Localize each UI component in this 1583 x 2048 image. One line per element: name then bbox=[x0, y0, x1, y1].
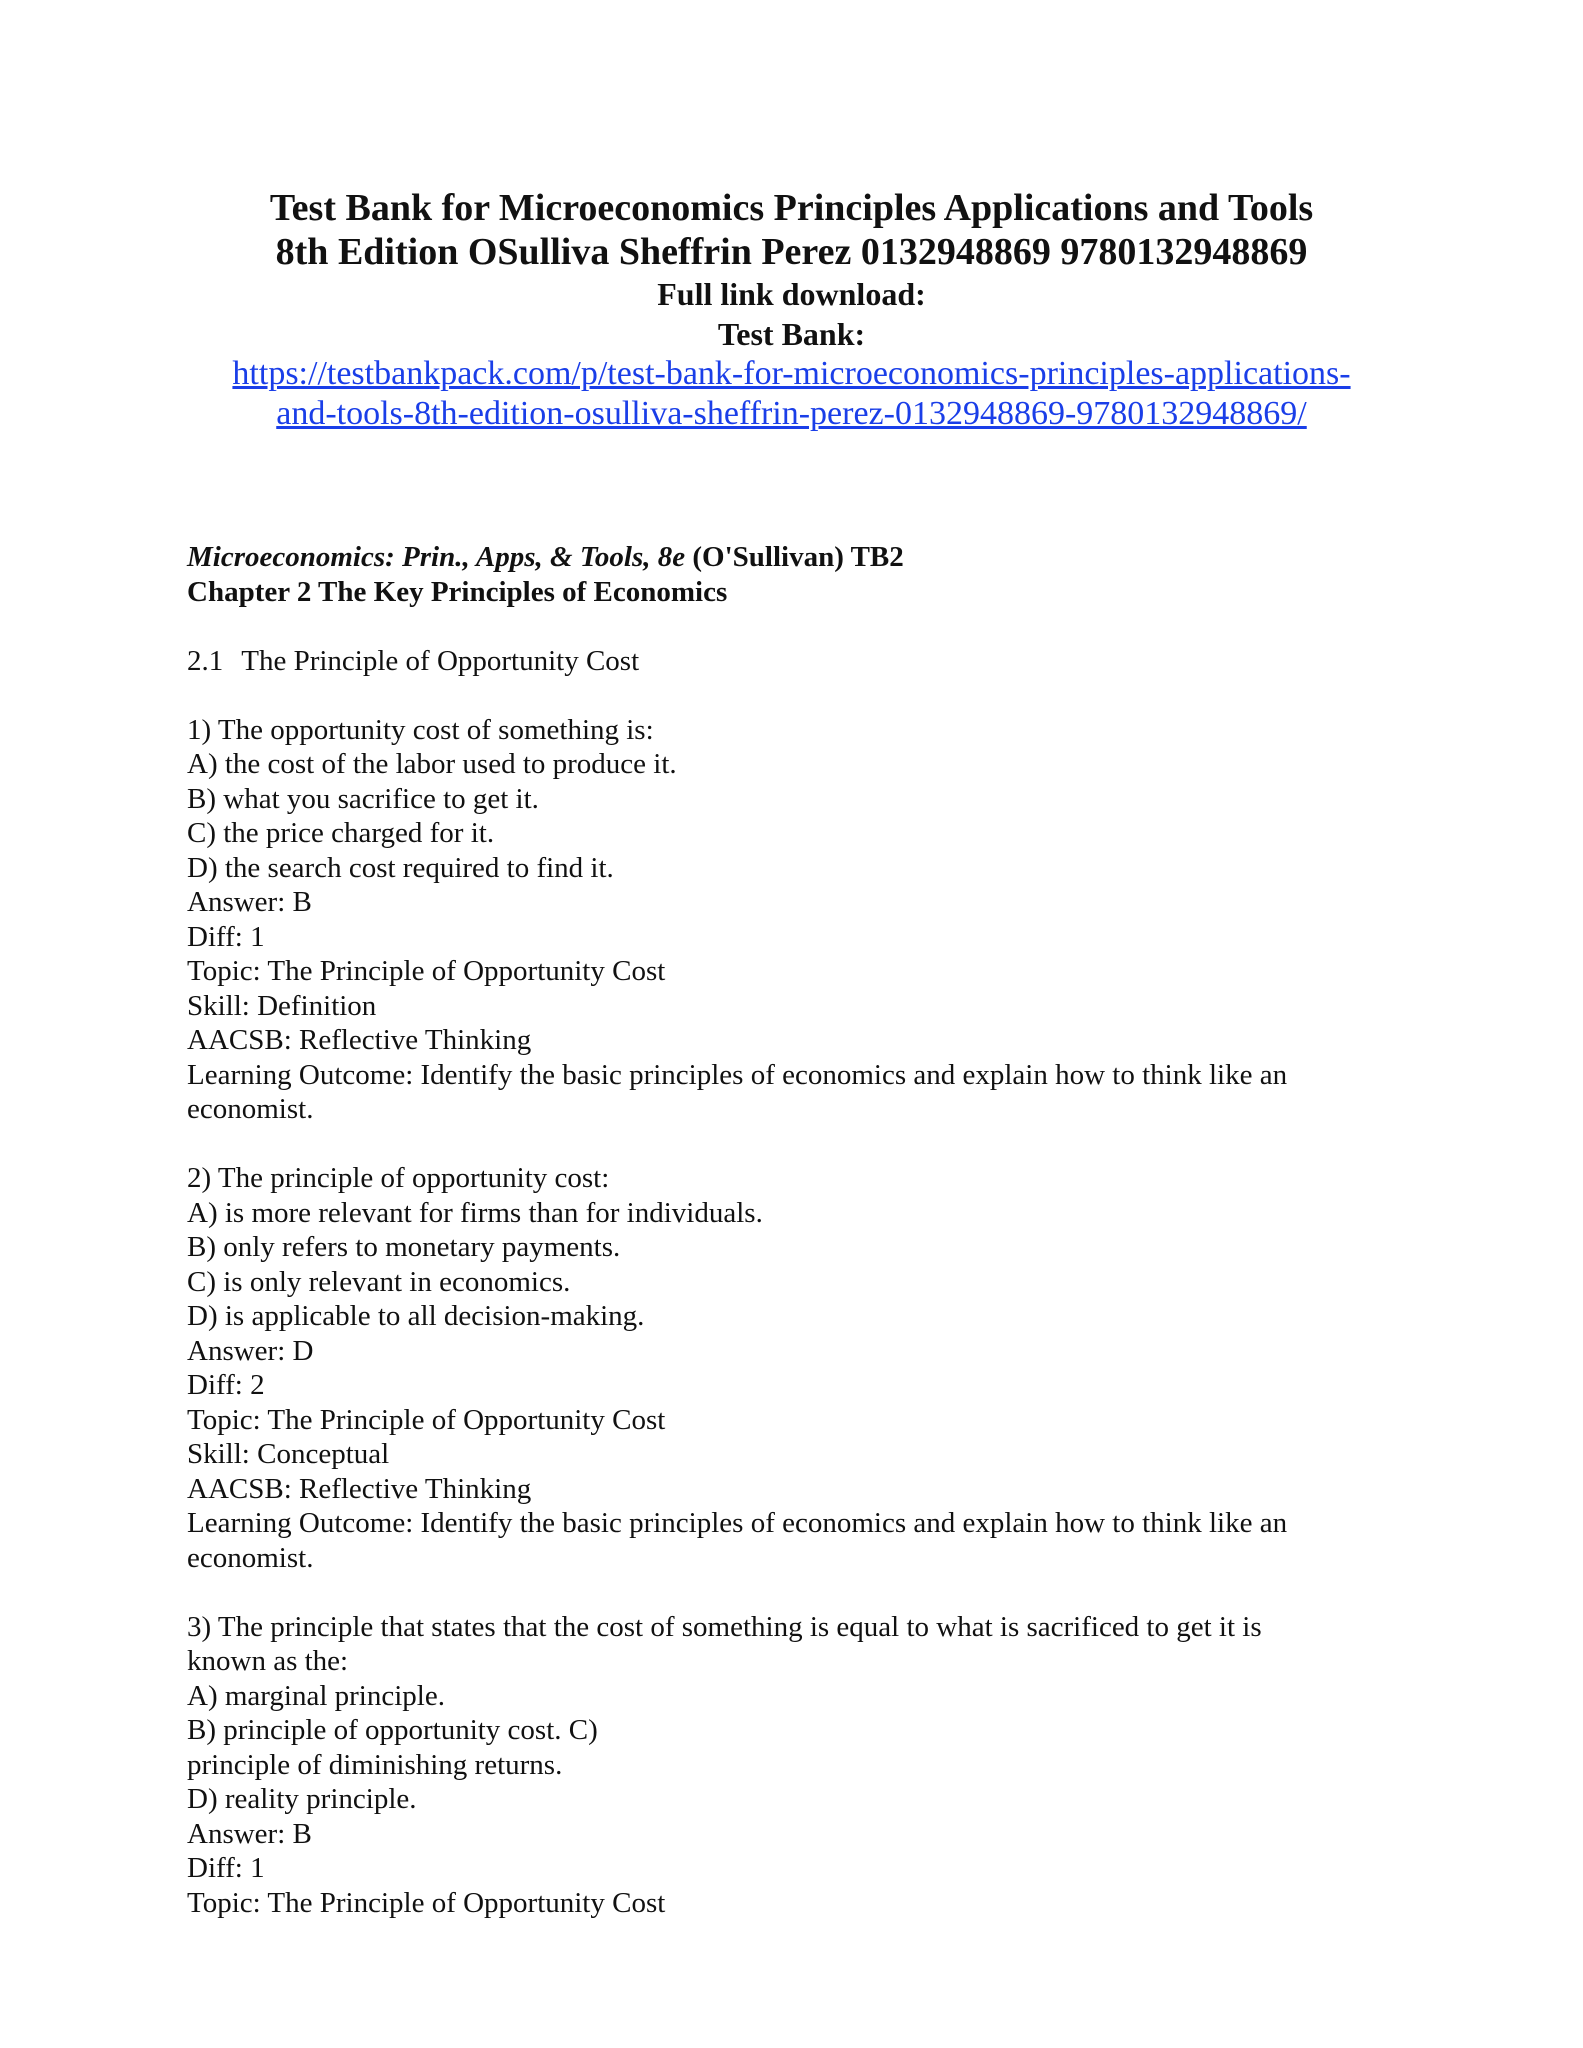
section-number: 2.1 bbox=[187, 644, 224, 677]
learning-outcome-line-1: Learning Outcome: Identify the basic principles of economics and explain how to think like an bbox=[187, 1058, 1288, 1091]
full-link-label: Full link download: bbox=[657, 276, 926, 312]
answer: Answer: B bbox=[187, 1817, 312, 1850]
book-title-italic: Microeconomics: Prin., Apps, & Tools, 8e bbox=[187, 541, 686, 573]
section-heading bbox=[187, 644, 1417, 679]
chapter-heading: Chapter 2 The Key Principles of Economics bbox=[187, 575, 728, 608]
section-title: The Principle of Opportunity Cost bbox=[241, 644, 640, 677]
question-2 bbox=[187, 1161, 1417, 1575]
option-b: B) what you sacrifice to get it. bbox=[187, 782, 539, 815]
option-b: B) only refers to monetary payments. bbox=[187, 1231, 621, 1263]
document-body bbox=[187, 540, 1417, 1920]
question-stem-line-1: 3) The principle that states that the cost of something is equal to what is sacrificed to get it is bbox=[187, 1610, 1262, 1643]
title-line-2: 8th Edition OSulliva Sheffrin Perez 0132948869 9780132948869 bbox=[275, 231, 1308, 273]
skill: Skill: Conceptual bbox=[187, 1438, 390, 1470]
topic: Topic: The Principle of Opportunity Cost bbox=[187, 1403, 666, 1436]
option-c: C) is only relevant in economics. bbox=[187, 1265, 571, 1298]
option-c: principle of diminishing returns. bbox=[187, 1748, 563, 1781]
book-title bbox=[187, 540, 1417, 575]
learning-outcome-line-2: economist. bbox=[187, 1093, 314, 1125]
option-a: A) the cost of the labor used to produce it. bbox=[187, 748, 677, 780]
question-stem: 1) The opportunity cost of something is: bbox=[187, 713, 654, 746]
option-b: B) principle of opportunity cost. C) bbox=[187, 1714, 598, 1746]
difficulty: Diff: 1 bbox=[187, 1852, 265, 1884]
book-title-rest: (O'Sullivan) TB2 bbox=[685, 541, 904, 573]
question-stem: 2) The principle of opportunity cost: bbox=[187, 1162, 610, 1194]
question-1 bbox=[187, 713, 1417, 1127]
option-a: A) marginal principle. bbox=[187, 1679, 445, 1712]
option-c: C) the price charged for it. bbox=[187, 817, 495, 849]
option-d: D) reality principle. bbox=[187, 1783, 417, 1815]
topic: Topic: The Principle of Opportunity Cost bbox=[187, 955, 666, 987]
difficulty: Diff: 2 bbox=[187, 1369, 265, 1401]
download-link-line-1[interactable]: https://testbankpack.com/p/test-bank-for-microeconomics-principles-applications- bbox=[232, 355, 1351, 392]
document-header bbox=[0, 186, 1583, 434]
title-line-1: Test Bank for Microeconomics Principles Applications and Tools bbox=[269, 187, 1314, 229]
question-3 bbox=[187, 1610, 1417, 1921]
answer: Answer: B bbox=[187, 886, 312, 918]
option-a: A) is more relevant for firms than for individuals. bbox=[187, 1196, 763, 1229]
test-bank-label: Test Bank: bbox=[717, 316, 866, 352]
skill: Skill: Definition bbox=[187, 989, 377, 1022]
difficulty: Diff: 1 bbox=[187, 920, 265, 953]
option-d: D) is applicable to all decision-making. bbox=[187, 1300, 645, 1332]
download-link-line-2[interactable]: and-tools-8th-edition-osulliva-sheffrin-perez-0132948869-9780132948869/ bbox=[276, 395, 1307, 432]
answer: Answer: D bbox=[187, 1334, 314, 1367]
question-stem-line-2: known as the: bbox=[187, 1645, 349, 1677]
topic: Topic: The Principle of Opportunity Cost bbox=[187, 1886, 666, 1919]
aacsb: AACSB: Reflective Thinking bbox=[187, 1472, 532, 1505]
learning-outcome-line-2: economist. bbox=[187, 1541, 314, 1574]
option-d: D) the search cost required to find it. bbox=[187, 851, 614, 884]
aacsb: AACSB: Reflective Thinking bbox=[187, 1024, 532, 1056]
learning-outcome-line-1: Learning Outcome: Identify the basic principles of economics and explain how to think like an bbox=[187, 1507, 1288, 1539]
